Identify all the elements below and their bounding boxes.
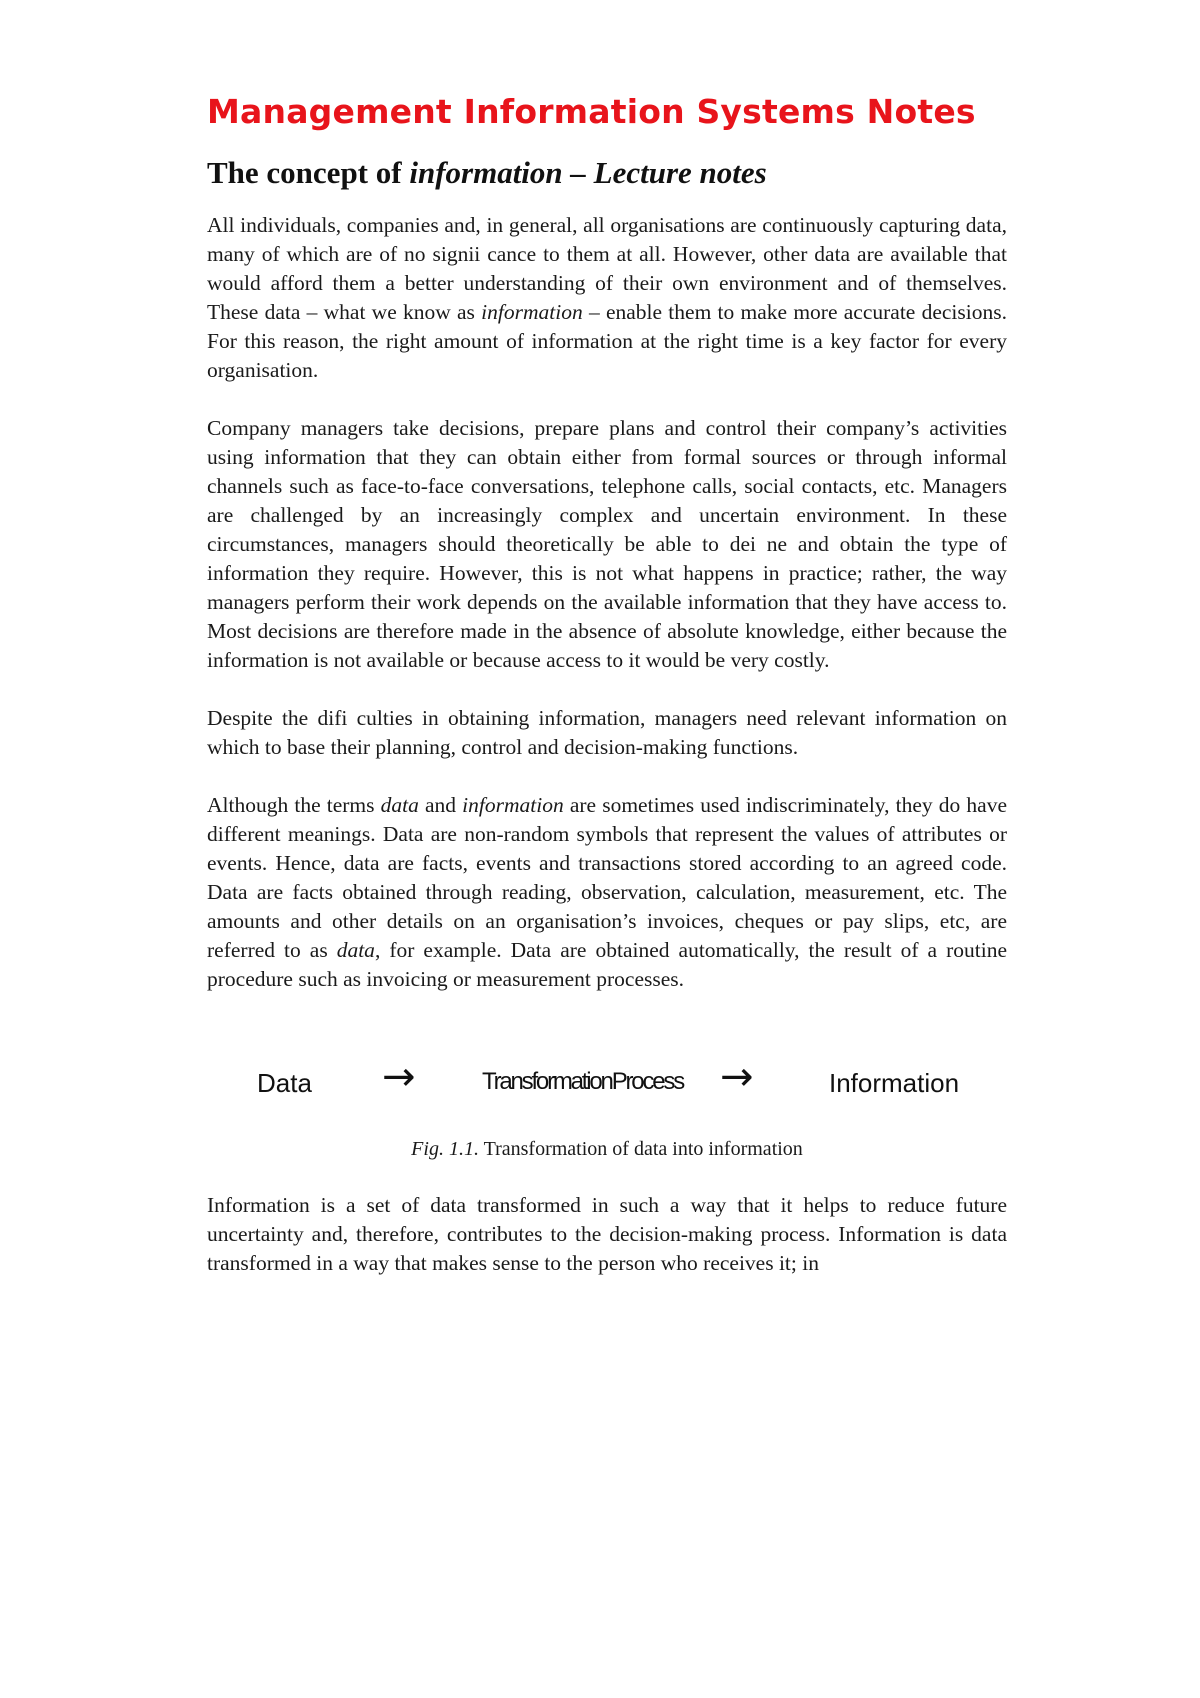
paragraph-emphasis: information xyxy=(481,299,583,324)
subtitle-emphasis: information xyxy=(409,154,563,190)
paragraph-text: Company managers take decisions, prepare plans and control their company’s activities using information that they can obtain either from formal sources or through informal channels such as face-to-face conversations, telephone calls, social contacts, etc. Managers are challenged by an increasingly complex and uncertain environment. In these circumstances, managers should theoretically be able to dei ne and obtain the type of information they require. However, this is not what happens in practice; rather, the way managers perform their work depends on the available information that they have access to. Most decisions are therefore made in the absence of absolute knowledge, either because the information is not available or because access to it would be very costly. xyxy=(207,415,1007,672)
paragraph-emphasis: data xyxy=(380,792,419,817)
data-transformation-diagram xyxy=(207,1054,1007,1114)
paragraph-text: Although the terms xyxy=(207,792,381,817)
section-subtitle xyxy=(207,154,1007,191)
paragraph-emphasis: data xyxy=(336,937,375,962)
paragraph-text: are sometimes used indiscriminately, they do have different meanings. Data are non-random symbols that represent the values of attributes or events. Hence, data are facts, events and transactions stored according to an agreed code. Data are facts obtained through reading, observation, calculation, measurement, etc. The amounts and other details on an organisation’s invoices, cheques or pay slips, etc, are referred to as xyxy=(207,792,1008,962)
arrow-right-icon: → xyxy=(720,1053,754,1100)
document-content xyxy=(207,92,1007,1307)
paragraph-text: – enable them to make more accurate decisions. For this reason, the right amount of information at the right time is a key factor for every organisation. xyxy=(207,299,1007,382)
subtitle-prefix: The concept of xyxy=(207,154,410,190)
diagram-node-information: Information xyxy=(829,1067,960,1098)
arrow-right-icon: → xyxy=(382,1053,416,1100)
figure-caption-text: Transformation of data into information xyxy=(478,1137,803,1160)
figure-caption xyxy=(207,1138,1007,1161)
paragraph-emphasis: information xyxy=(462,792,564,817)
paragraph-2 xyxy=(207,414,1007,675)
subtitle-suffix: – Lecture notes xyxy=(562,154,767,190)
figure-caption-label: Fig. 1.1. xyxy=(411,1137,479,1160)
paragraph-text: , for example. Data are obtained automatically, the result of a routine procedure such as invoicing or measurement processes. xyxy=(207,937,1007,991)
paragraph-1 xyxy=(207,211,1007,385)
diagram-node-process: TransformationProcess xyxy=(482,1067,683,1095)
paragraph-text: Despite the difi culties in obtaining information, managers need relevant information on which to base their planning, control and decision-making functions. xyxy=(207,705,1007,759)
paragraph-text: All individuals, companies and, in general, all organisations are continuously capturing data, many of which are of no signii cance to them at all. However, other data are available that would afford them a better understanding of their own environment and of themselves. These data – what we know as xyxy=(207,212,1007,324)
paragraph-5: Information is a set of data transformed in such a way that it helps to reduce future uncertainty and, therefore, contributes to the decision-making process. Information is data transformed in a way that makes sense to the person who receives it; in xyxy=(207,1192,1007,1275)
paragraph-4 xyxy=(207,791,1007,994)
paragraph-text: and xyxy=(418,792,463,817)
document-title: Management Information Systems Notes xyxy=(207,92,976,131)
paragraph-3 xyxy=(207,704,1007,762)
diagram-node-data: Data xyxy=(257,1067,312,1098)
